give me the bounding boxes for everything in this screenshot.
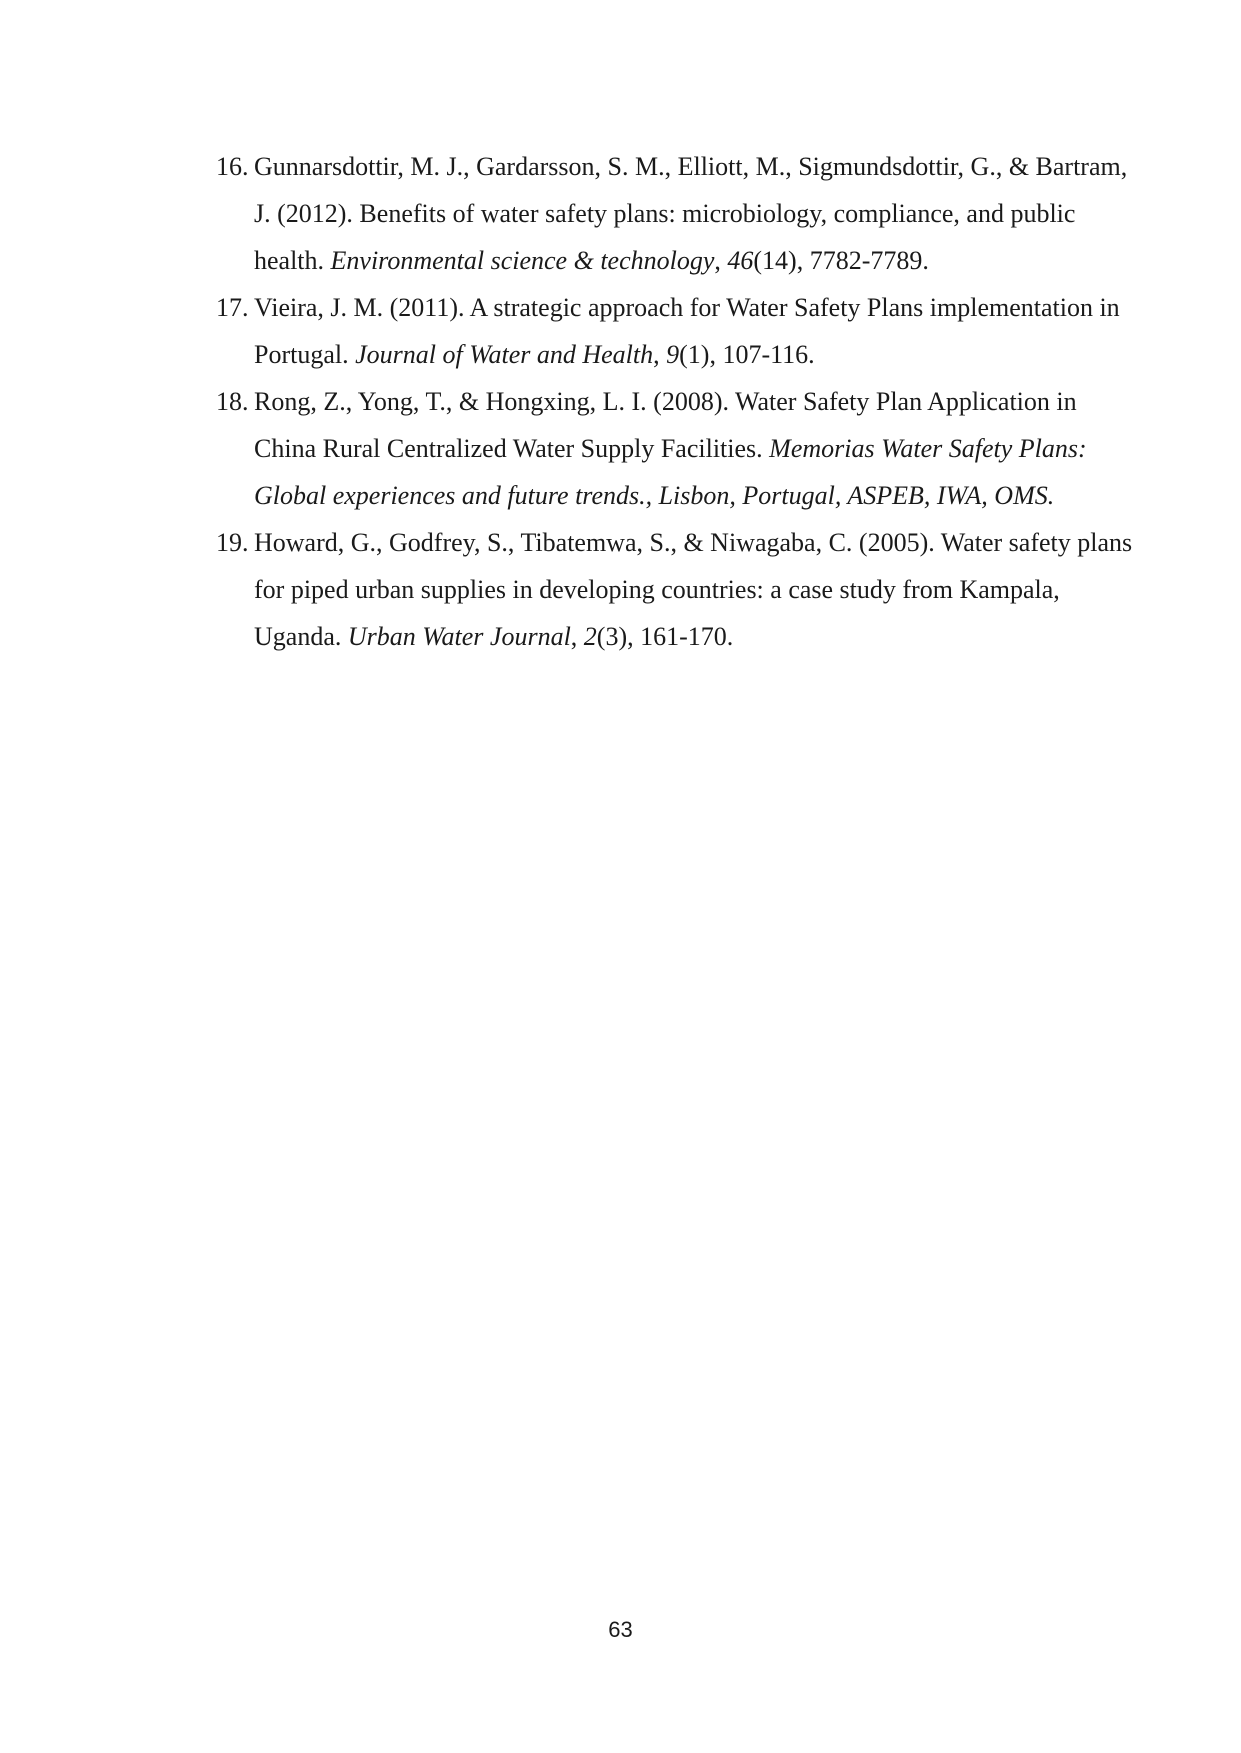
reference-volume: 9	[666, 340, 680, 369]
reference-number: 19.	[216, 528, 249, 557]
reference-journal: Memorias Water Safety Plans: Global experiences and future trends., Lisbon, Portugal, ASPEB, IWA, OMS.	[254, 434, 1087, 510]
reference-number: 16.	[216, 152, 249, 181]
reference-pages: (14), 7782-7789.	[753, 246, 929, 275]
reference-item-19	[216, 519, 1136, 660]
reference-text	[254, 378, 1136, 519]
reference-text	[254, 519, 1136, 660]
reference-text	[254, 284, 1136, 378]
reference-pages: (3), 161-170.	[596, 622, 734, 651]
reference-item-16	[216, 143, 1136, 284]
reference-journal: Environmental science & technology	[330, 246, 715, 275]
reference-item-18	[216, 378, 1136, 519]
reference-citation: Gunnarsdottir, M. J., Gardarsson, S. M., Elliott, M., Sigmundsdottir, G., & Bartram, J. (2012). Benefits of water safety plans: microbiology, compliance, and public health.	[254, 152, 1128, 275]
reference-text	[254, 143, 1136, 284]
reference-number: 17.	[216, 293, 249, 322]
reference-separator: ,	[570, 622, 584, 651]
reference-pages: (1), 107-116.	[679, 340, 815, 369]
reference-citation: Rong, Z., Yong, T., & Hongxing, L. I. (2008). Water Safety Plan Application in China Rural Centralized Water Supply Facilities.	[254, 387, 1077, 463]
reference-volume: 2	[583, 622, 597, 651]
reference-separator: ,	[714, 246, 728, 275]
reference-citation: Howard, G., Godfrey, S., Tibatemwa, S., & Niwagaba, C. (2005). Water safety plans for piped urban supplies in developing countries: a case study from Kampala, Uganda.	[254, 528, 1133, 651]
reference-item-17	[216, 284, 1136, 378]
page-number: 63	[608, 1617, 633, 1642]
reference-separator: ,	[653, 340, 667, 369]
reference-journal: Journal of Water and Health	[355, 340, 654, 369]
reference-citation: Vieira, J. M. (2011). A strategic approach for Water Safety Plans implementation in Portugal.	[254, 293, 1120, 369]
reference-volume: 46	[727, 246, 754, 275]
reference-number: 18.	[216, 387, 249, 416]
reference-journal: Urban Water Journal	[347, 622, 571, 651]
reference-list	[216, 143, 1136, 660]
